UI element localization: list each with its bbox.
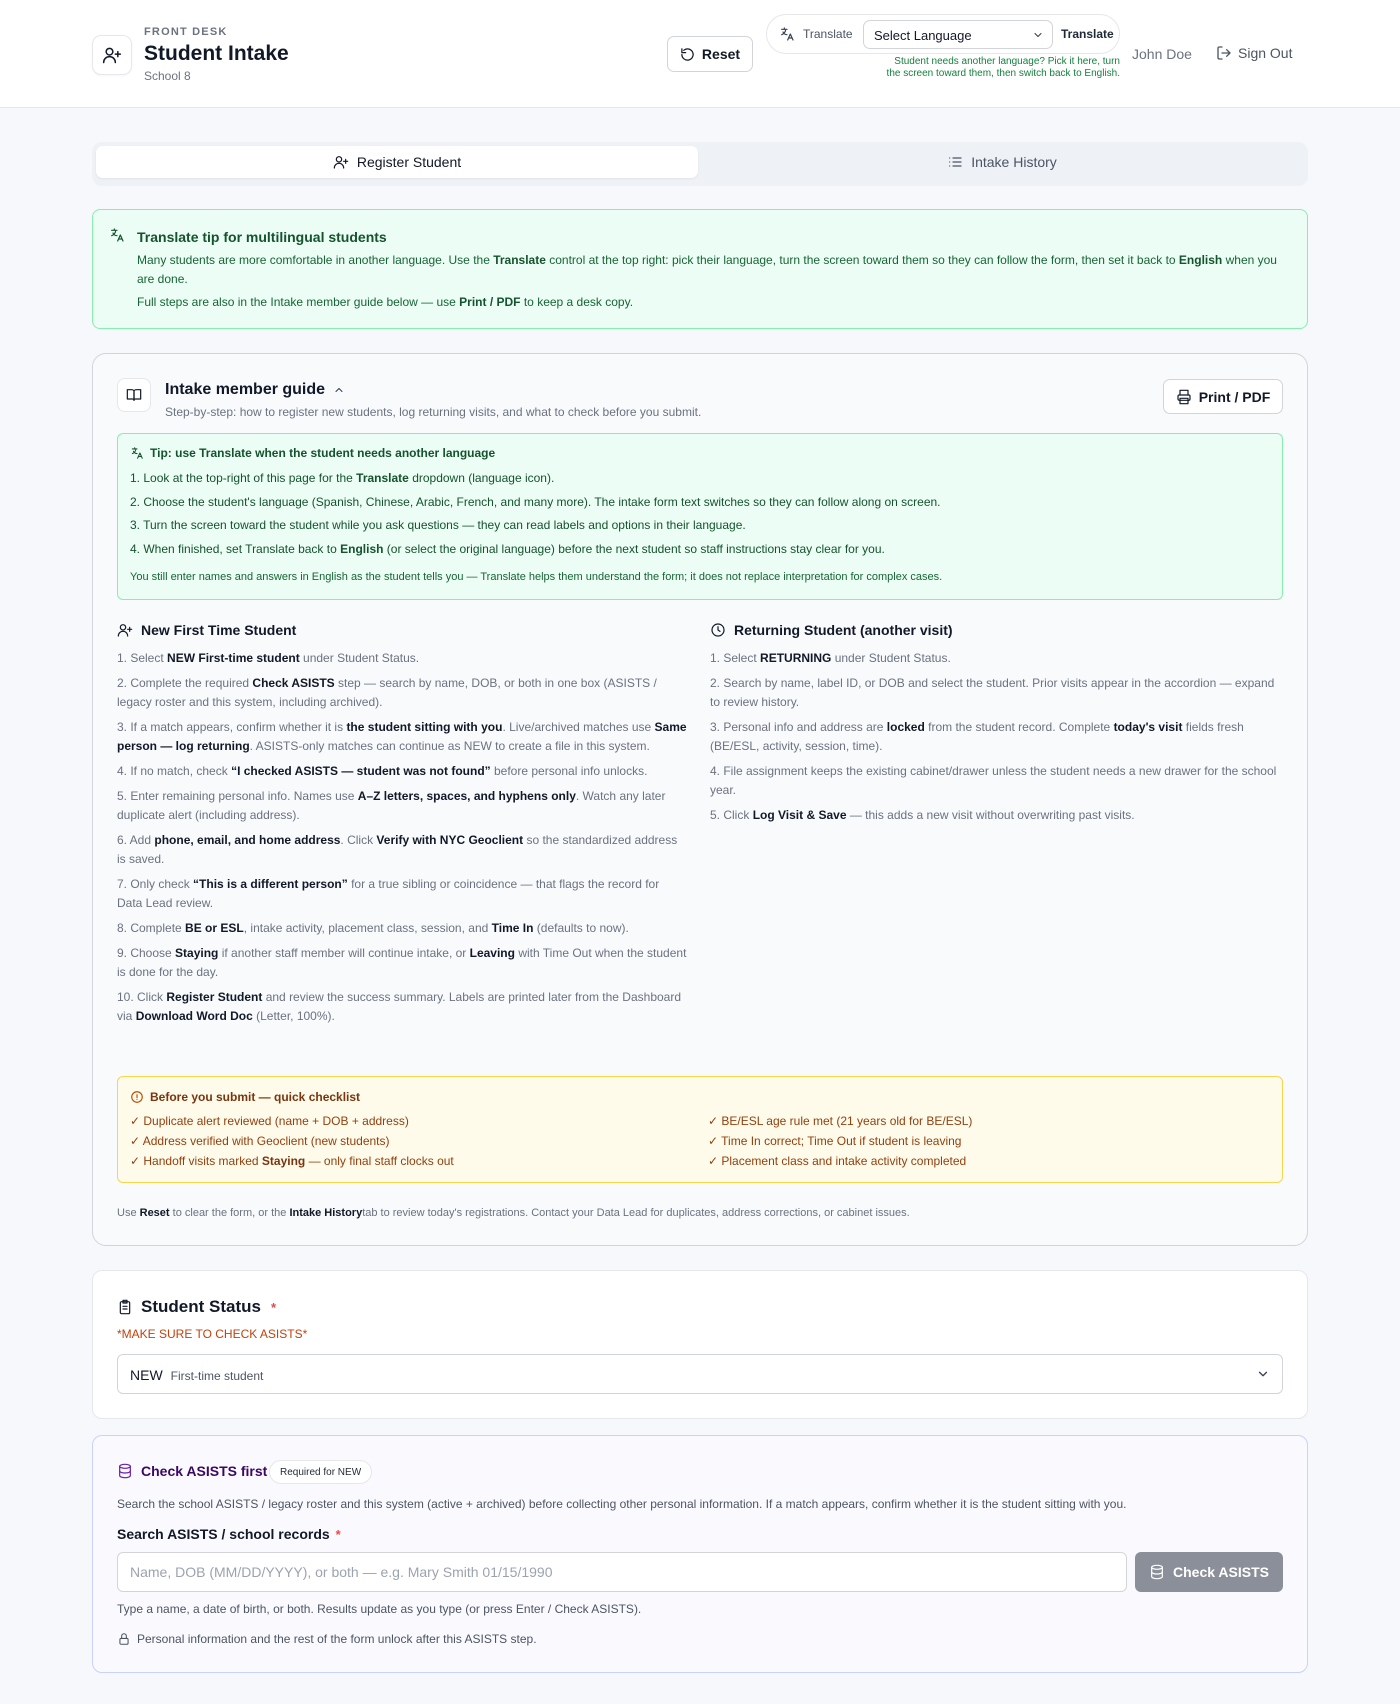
sign-out-icon	[1216, 45, 1232, 61]
student-status-value: NEW First-time student	[130, 1367, 264, 1383]
user-plus-icon	[117, 622, 133, 638]
search-help-text: Type a name, a date of birth, or both. Results update as you type (or press Enter / Check ASISTS).	[117, 1602, 642, 1616]
checklist-item: ✓ Address verified with Geoclient (new students)	[130, 1134, 390, 1148]
list-item: 3. If a match appears, confirm whether it is the student sitting with you. Live/archived matches use Same person — log returning. ASISTS-only matches can continue as NEW to create a file in this system.	[117, 720, 687, 753]
tab-label: Register Student	[356, 154, 462, 170]
sign-out-label: Sign Out	[1238, 45, 1293, 61]
database-icon	[117, 1463, 133, 1479]
checklist-item: ✓ Handoff visits marked Staying — only final staff clocks out	[130, 1154, 454, 1168]
required-badge: Required for NEW	[269, 1460, 372, 1484]
list-item: 5. Enter remaining personal info. Names use A–Z letters, spaces, and hyphens only. Watch any later duplicate alert (including address).	[117, 789, 666, 822]
check-asists-card	[92, 1435, 1308, 1673]
translate-brand: Translate	[1061, 27, 1114, 41]
check-asists-heading: Check ASISTS first	[117, 1463, 267, 1479]
app-header	[0, 0, 1400, 108]
clipboard-icon	[117, 1299, 133, 1315]
language-select-value: Select Language	[874, 28, 972, 43]
chevron-down-icon	[1032, 29, 1044, 41]
guide-footer: Use Reset to clear the form, or the Intake Historytab to review today's registrations. Contact your Data Lead for duplicates, address corrections, or cabinet issues.	[117, 1207, 910, 1219]
list-item: 9. Choose Staying if another staff member will continue intake, or Leaving with Time Out when the student is done for the day.	[117, 946, 687, 979]
returning-student-heading: Returning Student (another visit)	[710, 621, 1280, 639]
search-label: Search ASISTS / school records *	[117, 1526, 341, 1542]
checklist-item: ✓ Duplicate alert reviewed (name + DOB + address)	[130, 1114, 409, 1128]
guide-subtitle: Step-by-step: how to register new students, log returning visits, and what to check before you submit.	[165, 405, 702, 419]
language-select[interactable]	[863, 20, 1053, 49]
list-item: 2. Search by name, label ID, or DOB and select the student. Prior visits appear in the accordion — expand to review history.	[710, 676, 1275, 709]
guide-title: Intake member guide	[165, 381, 326, 398]
translate-steps-title: Tip: use Translate when the student needs another language	[130, 446, 495, 460]
alert-circle-icon	[130, 1090, 144, 1104]
new-student-heading: New First Time Student	[117, 621, 687, 639]
tab-intake-history[interactable]	[700, 146, 1304, 178]
reset-label: Reset	[701, 46, 741, 62]
guide-toggle[interactable]	[165, 381, 345, 399]
translate-hint: Student needs another language? Pick it here, turn the screen toward them, then switch back to English.	[886, 56, 1120, 79]
new-student-steps	[117, 621, 687, 1032]
user-plus-icon	[92, 35, 132, 75]
clock-icon	[710, 622, 726, 638]
section-eyebrow: FRONT DESK	[144, 26, 228, 38]
student-status-heading: Student Status *	[117, 1297, 276, 1317]
submit-checklist	[117, 1076, 1283, 1183]
asists-search-input[interactable]	[117, 1552, 1127, 1592]
list-item: 5. Click Log Visit & Save — this adds a new visit without overwriting past visits.	[710, 808, 1135, 822]
tip-banner-body: Many students are more comfortable in another language. Use the Translate control at the top right: pick their language, turn the screen toward them so they can follow the form, then set it back to English when you are done.	[137, 253, 1277, 286]
translate-step-4: 4. When finished, set Translate back to English (or select the original language) before the next student so staff instructions stay clear for you.	[130, 542, 885, 556]
lock-icon	[117, 1632, 131, 1646]
translate-step-2: 2. Choose the student's language (Spanish, Chinese, Arabic, French, and many more). The intake form text switches so they can follow along on screen.	[130, 495, 941, 509]
translate-step-3: 3. Turn the screen toward the student while you ask questions — they can read labels and options in their language.	[130, 518, 746, 532]
asists-warning: *MAKE SURE TO CHECK ASISTS*	[117, 1327, 308, 1341]
list-item: 1. Select NEW First-time student under Student Status.	[117, 651, 420, 665]
checklist-title: Before you submit — quick checklist	[130, 1090, 360, 1104]
required-mark: *	[270, 1299, 277, 1315]
list-item: 2. Complete the required Check ASISTS step — search by name, DOB, or both in one box (ASISTS / legacy roster and this system, including archived).	[117, 676, 657, 709]
user-name: John Doe	[1132, 46, 1192, 62]
lock-note: Personal information and the rest of the form unlock after this ASISTS step.	[117, 1632, 537, 1646]
translate-icon	[109, 227, 125, 243]
database-icon	[1149, 1564, 1165, 1580]
print-pdf-button[interactable]	[1163, 379, 1283, 414]
student-status-select[interactable]	[117, 1354, 1283, 1394]
tip-banner-foot: Full steps are also in the Intake member guide below — use Print / PDF to keep a desk copy.	[137, 295, 634, 309]
checklist-item: ✓ Time In correct; Time Out if student is leaving	[708, 1134, 962, 1148]
translate-icon	[779, 26, 795, 42]
translate-tip-banner	[92, 209, 1308, 329]
sign-out-button[interactable]	[1216, 45, 1292, 61]
user-plus-icon	[333, 154, 349, 170]
tip-banner-title: Translate tip for multilingual students	[137, 229, 387, 245]
main-tabs	[92, 142, 1308, 186]
school-name: School 8	[144, 69, 191, 83]
list-item: 6. Add phone, email, and home address. Click Verify with NYC Geoclient so the standardized address is saved.	[117, 833, 678, 866]
returning-student-steps	[710, 621, 1280, 831]
check-asists-description: Search the school ASISTS / legacy roster and this system (active + archived) before collecting other personal information. If a match appears, confirm whether it is the student sitting with you.	[117, 1497, 1127, 1511]
translate-step-1: 1. Look at the top-right of this page for the Translate dropdown (language icon).	[130, 471, 555, 485]
list-item: 8. Complete BE or ESL, intake activity, placement class, session, and Time In (defaults to now).	[117, 921, 629, 935]
reset-icon	[680, 47, 695, 62]
list-item: 3. Personal info and address are locked from the student record. Complete today's visit fields fresh (BE/ESL, activity, session, time).	[710, 720, 1244, 753]
checklist-item: ✓ Placement class and intake activity completed	[708, 1154, 967, 1168]
intake-member-guide	[92, 353, 1308, 1246]
list-item: 10. Click Register Student and review the success summary. Labels are printed later from the Dashboard via Download Word Doc (Letter, 100%).	[117, 990, 682, 1023]
chevron-down-icon	[1256, 1367, 1270, 1381]
translate-note: You still enter names and answers in English as the student tells you — Translate helps them understand the form; it does not replace interpretation for complex cases.	[130, 571, 943, 583]
list-item: 4. File assignment keeps the existing cabinet/drawer unless the student needs a new drawer for the school year.	[710, 764, 1277, 797]
list-item: 7. Only check “This is a different person” for a true sibling or coincidence — that flags the record for Data Lead review.	[117, 877, 660, 910]
checklist-item: ✓ BE/ESL age rule met (21 years old for BE/ESL)	[708, 1114, 973, 1128]
translate-label: Translate	[803, 27, 853, 41]
print-label: Print / PDF	[1198, 388, 1271, 405]
reset-button[interactable]	[667, 36, 753, 72]
printer-icon	[1176, 389, 1192, 405]
tab-register-student[interactable]	[96, 146, 698, 178]
book-icon	[117, 378, 151, 412]
translate-icon	[130, 446, 144, 460]
list-icon	[947, 154, 963, 170]
list-item: 4. If no match, check “I checked ASISTS — student was not found” before personal info unlocks.	[117, 764, 648, 778]
tab-label: Intake History	[971, 154, 1057, 170]
translate-steps-box	[117, 433, 1283, 600]
check-asists-button[interactable]: Check ASISTS	[1135, 1552, 1283, 1592]
translate-widget	[766, 14, 1120, 54]
page-title: Student Intake	[144, 42, 289, 65]
student-status-card	[92, 1270, 1308, 1419]
chevron-up-icon	[333, 384, 345, 396]
list-item: 1. Select RETURNING under Student Status.	[710, 651, 951, 665]
